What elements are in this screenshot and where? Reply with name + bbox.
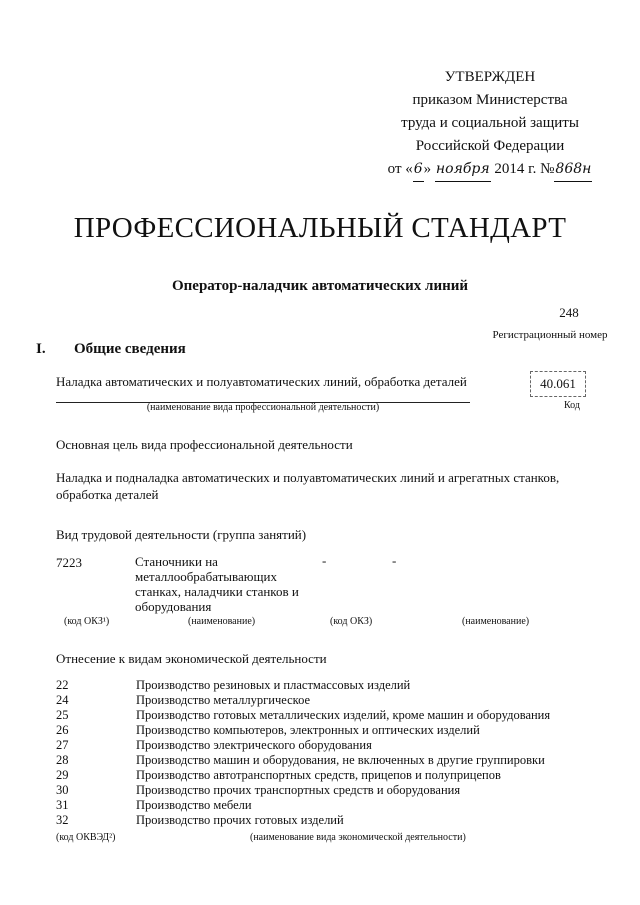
caption-name-2: (наименование) xyxy=(462,616,530,627)
caption-okz-code: (код ОКЗ¹) xyxy=(64,616,110,627)
row-code: 25 xyxy=(56,708,69,722)
row-name: Производство машин и оборудования, не включенных в другие группировки xyxy=(136,753,545,767)
approval-line-2: приказом Министерства xyxy=(412,92,568,108)
occupation-name-2: - xyxy=(392,553,397,568)
standard-subtitle: Оператор-наладчик автоматических линий xyxy=(171,278,469,294)
row-name: Производство металлургическое xyxy=(136,693,311,707)
date-sep: » xyxy=(423,161,432,177)
registration-block xyxy=(490,305,610,341)
activity-name: Наладка автоматических и полуавтоматических линий, обработка деталей xyxy=(56,374,470,403)
date-month-handwritten: ноября xyxy=(435,158,491,182)
date-prefix: от « xyxy=(387,161,413,177)
caption-economic-name: (наименование вида экономической деятельности) xyxy=(250,832,466,843)
goal-text: Наладка и подналадка автоматических и полуавтоматических линий и агрегатных станков, обработка деталей xyxy=(56,470,560,502)
row-name: Производство прочих транспортных средств и оборудования xyxy=(136,783,461,797)
caption-okved-code: (код ОКВЭД²) xyxy=(56,832,116,843)
row-code: 31 xyxy=(56,798,69,812)
activity-code-caption: Код xyxy=(564,400,580,411)
approval-date-line xyxy=(380,158,600,182)
section-title: Общие сведения xyxy=(74,341,186,357)
row-name: Производство прочих готовых изделий xyxy=(136,813,344,827)
approval-line-4: Российской Федерации xyxy=(415,138,565,154)
occupation-code-2: - xyxy=(322,553,327,568)
approval-line-3: труда и социальной защиты xyxy=(401,115,579,131)
date-year: 2014 г. № xyxy=(494,161,555,177)
row-code: 32 xyxy=(56,813,69,827)
registration-label: Регистрационный номер xyxy=(492,329,608,341)
row-code: 28 xyxy=(56,753,69,767)
row-name: Производство автотранспортных средств, прицепов и полуприцепов xyxy=(136,768,501,782)
occupation-code: 7223 xyxy=(56,555,82,570)
row-code: 22 xyxy=(56,678,69,692)
row-code: 24 xyxy=(56,693,69,707)
economic-heading: Отнесение к видам экономической деятельности xyxy=(56,651,327,666)
row-name: Производство компьютеров, электронных и оптических изделий xyxy=(136,723,480,737)
registration-number: 248 xyxy=(559,305,579,320)
approval-line-1: УТВЕРЖДЕН xyxy=(444,69,536,85)
date-day-handwritten: 6 xyxy=(413,158,424,182)
section-numeral: I. xyxy=(36,341,46,357)
activity-code-box: 40.061 xyxy=(530,371,586,397)
caption-name: (наименование) xyxy=(188,616,256,627)
activity-caption: (наименование вида профессиональной деятельности) xyxy=(146,402,380,413)
row-name: Производство резиновых и пластмассовых изделий xyxy=(136,678,411,692)
row-name: Производство электрического оборудования xyxy=(136,738,372,752)
goal-heading: Основная цель вида профессиональной деятельности xyxy=(56,437,353,452)
section-heading xyxy=(36,341,186,358)
row-code: 30 xyxy=(56,783,69,797)
order-number-handwritten: 868н xyxy=(554,158,592,182)
row-name: Производство мебели xyxy=(136,798,252,812)
occupation-name: Станочники на металлообрабатывающих станках, наладчики станков и оборудования xyxy=(135,554,299,614)
row-name: Производство готовых металлических изделий, кроме машин и оборудования xyxy=(136,708,551,722)
document-title: ПРОФЕССИОНАЛЬНЫЙ СТАНДАРТ xyxy=(73,212,567,244)
caption-okz-code-2: (код ОКЗ) xyxy=(330,616,373,627)
row-code: 27 xyxy=(56,738,69,752)
approval-block xyxy=(380,66,600,182)
occupation-heading: Вид трудовой деятельности (группа занятий) xyxy=(56,527,307,542)
row-code: 26 xyxy=(56,723,69,737)
row-code: 29 xyxy=(56,768,69,782)
